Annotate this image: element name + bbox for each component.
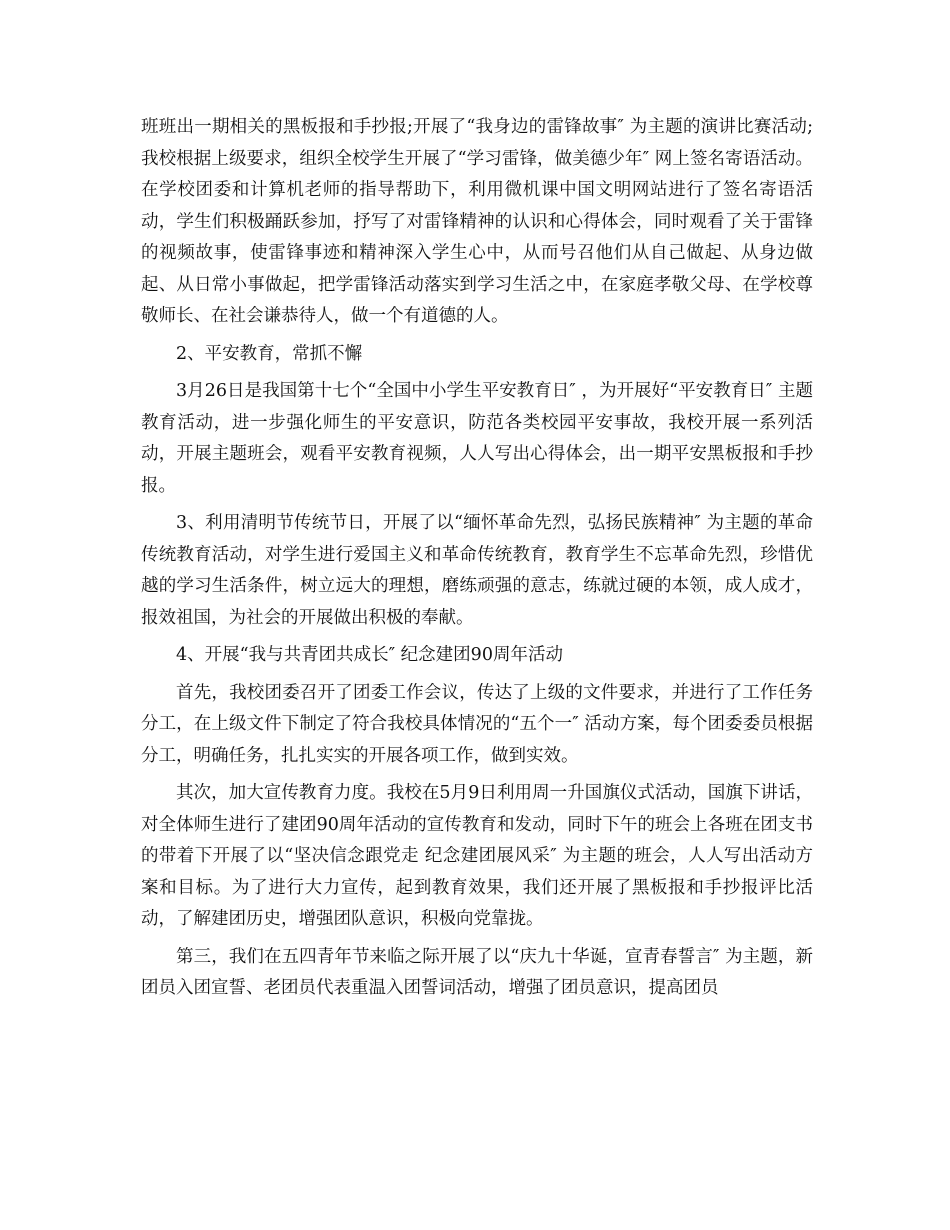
heading-league-90th-anniversary: 4、开展“我与共青团共成长″ 纪念建团90周年活动: [176, 645, 563, 665]
paragraph-third-youth-day: 第三，我们在五四青年节来临之际开展了以“庆九十华诞，宣青春誓言″ 为主题，新团员入团宣誓、老团员代表重温入团誓词活动，增强了团员意识，提高团员: [141, 946, 813, 998]
paragraph-second-publicity: 其次，加大宣传教育力度。我校在5月9日利用周一升国旗仪式活动，国旗下讲话，对全体师生进行了建团90周年活动的宣传教育和发动，同时下午的班会上各班在团支书的带着下开展了以“坚决信念跟党走 纪念建团展风采″ 为主题的班会，人人写出活动方案和目标。为了进行大力宣传，起到教育效果，我们还开展了黑板报和手抄报评比活动，了解建团历史，增强团队意识，积极向党靠拢。: [141, 783, 813, 929]
paragraph-safety-education-day: 3月26日是我国第十七个“全国中小学生平安教育日″ ，为开展好“平安教育日″ 主题教育活动，进一步强化师生的平安意识，防范各类校园平安事故，我校开展一系列活动，开展主题班会，观看平安教育视频，人人写出心得体会，出一期平安黑板报和手抄报。: [141, 381, 813, 496]
paragraph-qingming-revolutionary-education: 3、利用清明节传统节日，开展了以“缅怀革命先烈，弘扬民族精神″ 为主题的革命传统教育活动，对学生进行爱国主义和革命传统教育，教育学生不忘革命先烈，珍惜优越的学习生活条件，树立远大的理想，磨练顽强的意志，练就过硬的本领，成人成才，报效祖国，为社会的开展做出积极的奉献。: [141, 513, 813, 628]
heading-safety-education: 2、平安教育，常抓不懈: [176, 343, 363, 364]
paragraph-first-league-meeting: 首先，我校团委召开了团委工作会议，传达了上级的文件要求，并进行了工作任务分工，在上级文件下制定了符合我校具体情况的“五个一″ 活动方案，每个团委委员根据分工，明确任务，扎扎实实的开展各项工作，做到实效。: [141, 682, 813, 766]
paragraph-lei-feng-activities: 班班出一期相关的黑板报和手抄报;开展了“我身边的雷锋故事″ 为主题的演讲比赛活动;我校根据上级要求，组织全校学生开展了“学习雷锋，做美德少年″ 网上签名寄语活动。在学校团委和计算机老师的指导帮助下，利用微机课中国文明网站进行了签名寄语活动，学生们积极踊跃参加，抒写了对雷锋精神的认识和心得体会，同时观看了关于雷锋的视频故事，使雷锋事迹和精神深入学生心中，从而号召他们从自己做起、从身边做起、从日常小事做起，把学雷锋活动落实到学习生活之中，在家庭孝敬父母、在学校尊敬师长、在社会谦恭待人，做一个有道德的人。: [141, 117, 813, 326]
document-body: [141, 112, 813, 1005]
